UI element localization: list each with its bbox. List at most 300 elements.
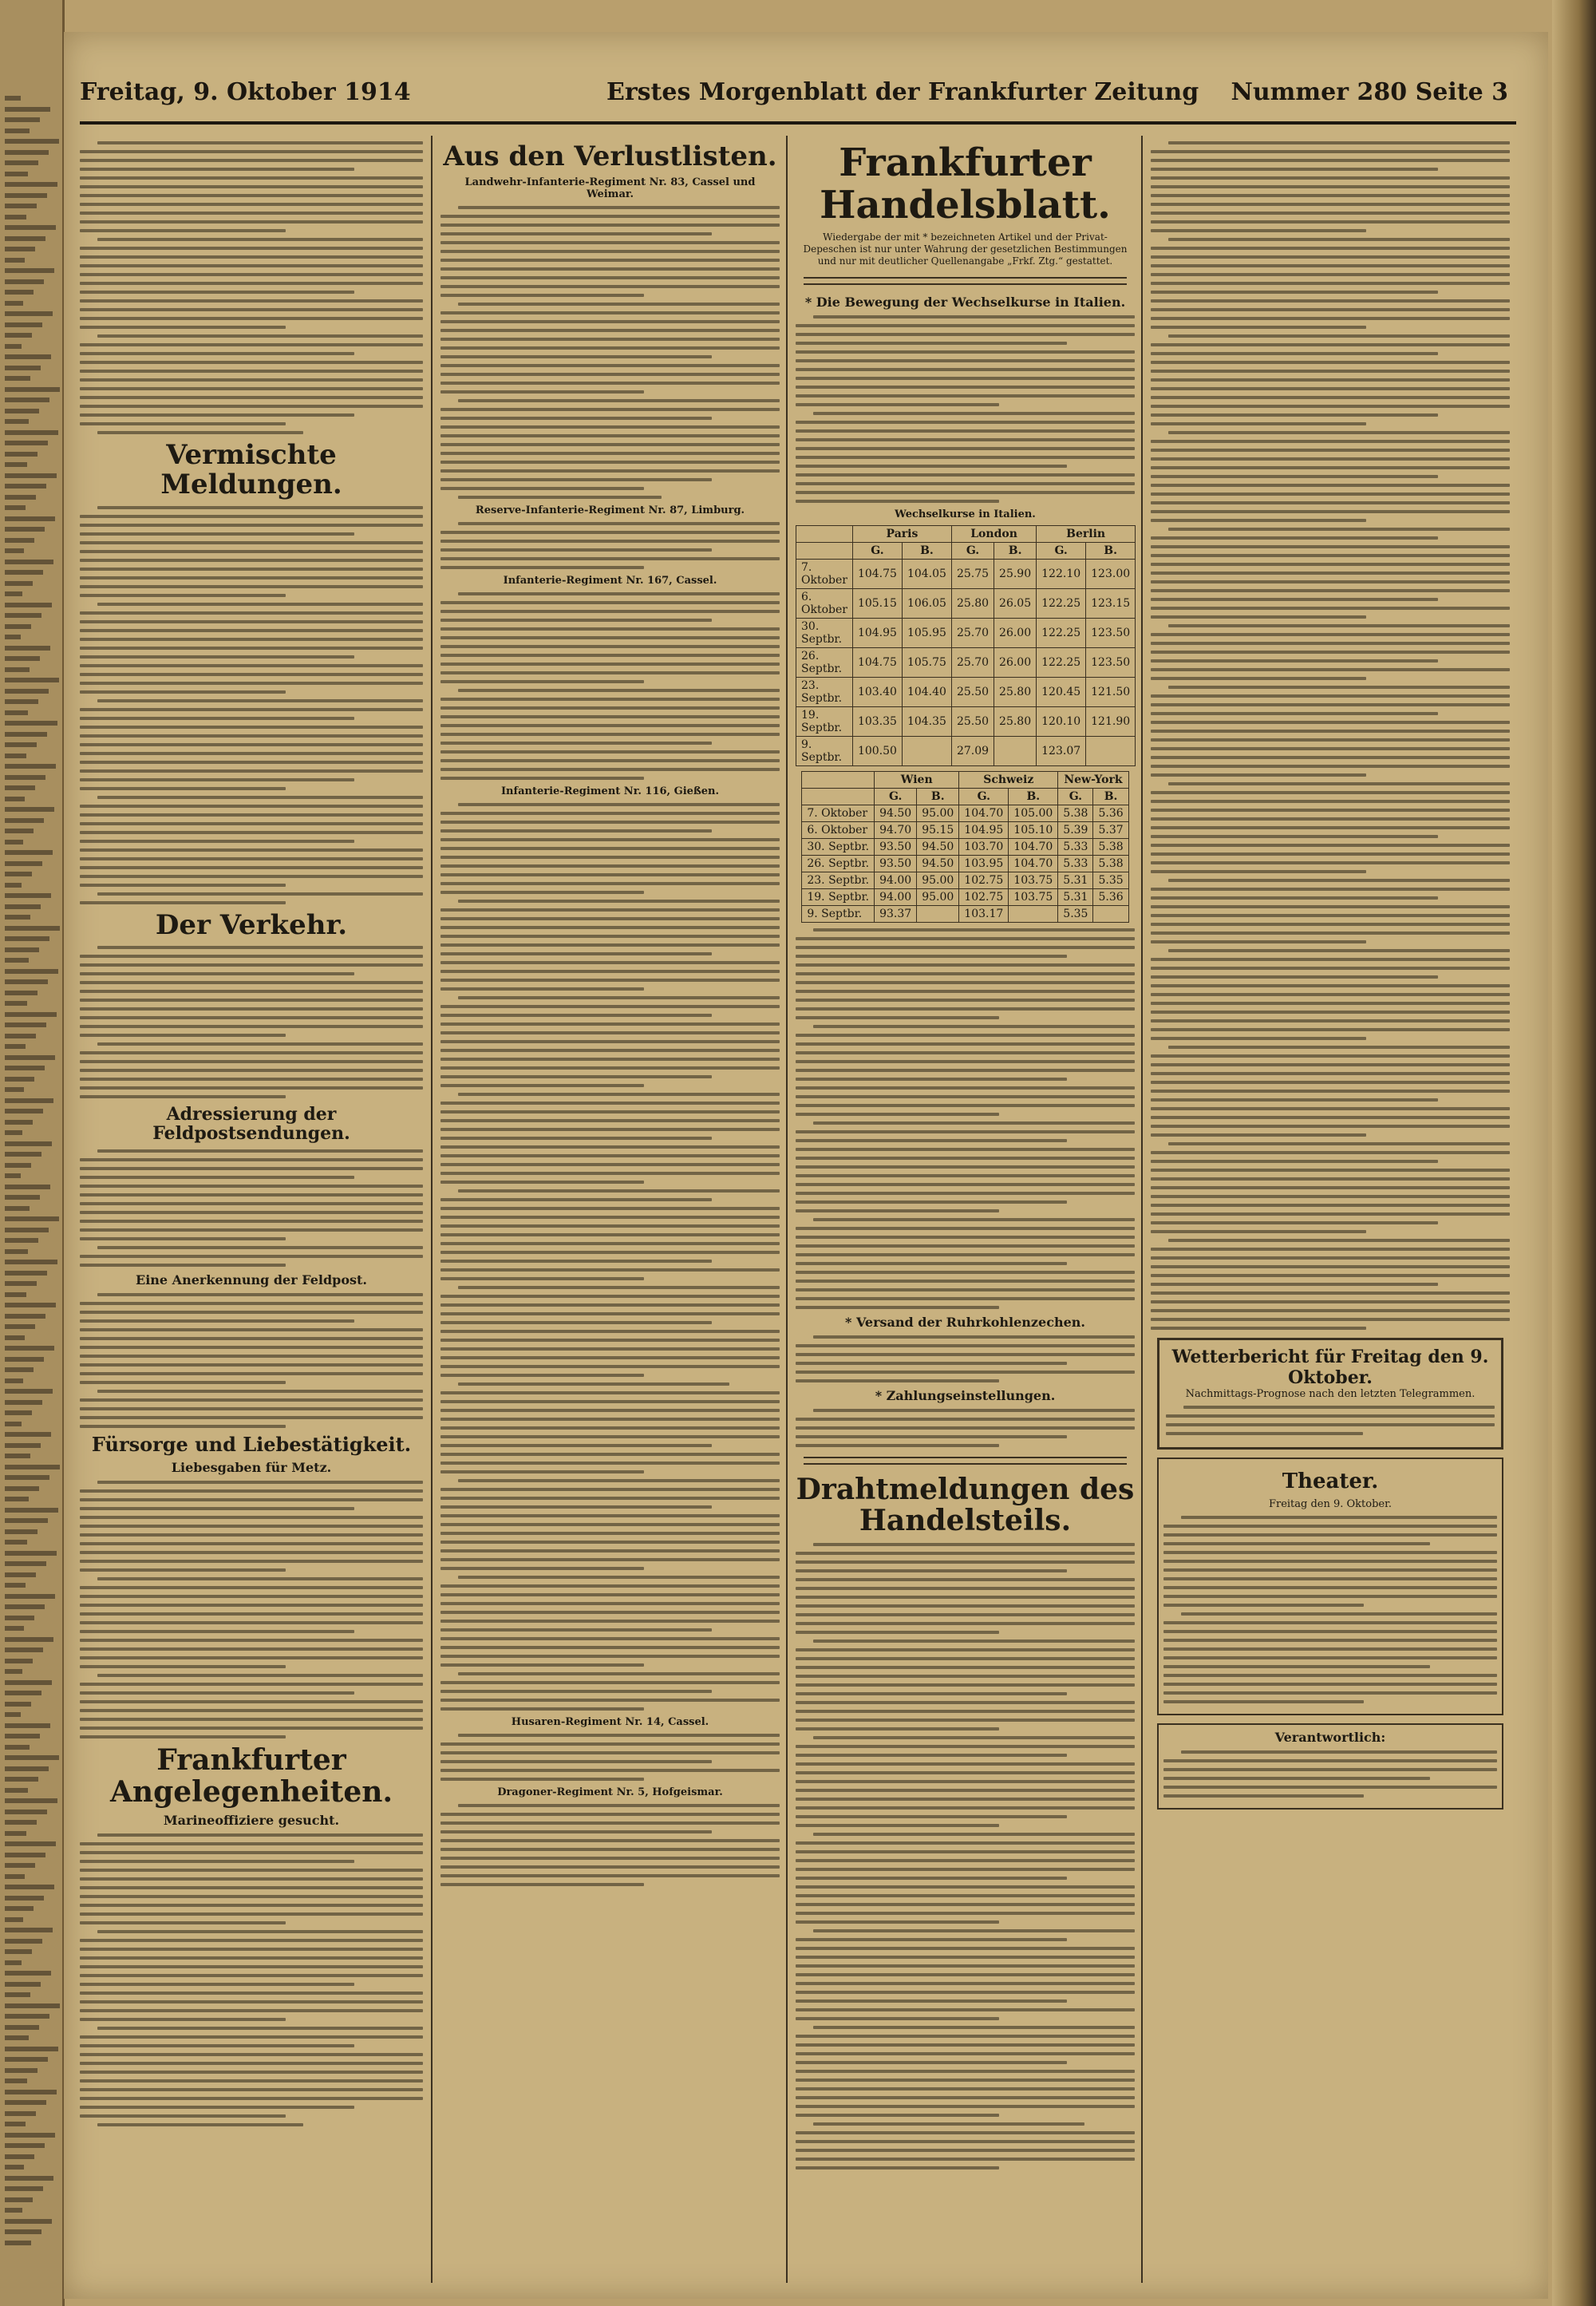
text-line xyxy=(97,892,423,896)
text-line xyxy=(813,1543,1135,1546)
rate-cell xyxy=(1009,905,1058,922)
fragment-text-line xyxy=(5,204,37,208)
text-line xyxy=(458,1286,780,1289)
text-line xyxy=(440,1365,780,1368)
fragment-text-line xyxy=(5,2241,31,2245)
text-line xyxy=(440,434,780,437)
fragment-text-line xyxy=(5,2025,39,2030)
text-line xyxy=(440,417,712,420)
table1-group-berlin: Berlin xyxy=(1037,525,1136,542)
text-line xyxy=(796,377,1135,380)
text-line xyxy=(796,465,1067,468)
text-line xyxy=(440,1058,780,1061)
fragment-text-line xyxy=(5,581,33,586)
fragment-text-line xyxy=(5,1249,28,1254)
text-line xyxy=(796,1435,1067,1438)
text-line xyxy=(1151,466,1510,469)
fragment-text-line xyxy=(5,376,30,381)
text-line xyxy=(440,1242,780,1245)
fragment-text-line xyxy=(5,107,50,112)
text-line xyxy=(440,1409,780,1412)
text-line xyxy=(1151,642,1510,645)
col3-text-block-2 xyxy=(796,928,1135,1309)
text-line xyxy=(1168,1239,1510,1242)
text-line xyxy=(440,654,780,657)
text-line xyxy=(440,750,780,754)
text-line xyxy=(440,1690,712,1693)
subhead-landwehr-83: Landwehr-Infanterie-Regiment Nr. 83, Cassel und Weimar. xyxy=(464,176,756,201)
text-line xyxy=(1151,1230,1366,1233)
text-line xyxy=(796,1885,1135,1889)
page-header xyxy=(80,70,1516,126)
text-line xyxy=(440,1470,644,1473)
text-line xyxy=(440,917,780,920)
text-line xyxy=(80,1319,354,1323)
text-line xyxy=(80,1877,423,1881)
text-line xyxy=(80,1381,286,1384)
text-line xyxy=(80,1542,423,1545)
text-line xyxy=(80,1842,423,1845)
text-line xyxy=(440,636,780,639)
text-line xyxy=(458,303,780,306)
text-line xyxy=(1151,1327,1366,1330)
rate-cell: 102.75 xyxy=(959,872,1009,888)
text-line xyxy=(1151,1019,1510,1022)
text-line xyxy=(97,1149,423,1153)
text-line xyxy=(796,1200,1067,1204)
text-line xyxy=(1151,282,1510,285)
text-line xyxy=(80,857,423,860)
text-line xyxy=(1151,896,1438,900)
text-line xyxy=(80,1237,286,1240)
fragment-text-line xyxy=(5,1992,30,1997)
text-line xyxy=(796,1418,1135,1421)
text-line xyxy=(1151,791,1510,794)
text-line xyxy=(796,1104,1135,1107)
text-line xyxy=(796,1183,1135,1186)
text-line xyxy=(1151,1037,1366,1040)
text-line xyxy=(1163,1560,1497,1563)
rate-cell: 94.50 xyxy=(875,805,917,821)
text-line xyxy=(796,1675,1135,1678)
text-line xyxy=(440,294,644,297)
fragment-text-line xyxy=(5,2133,55,2138)
rate-cell: 105.75 xyxy=(902,647,951,677)
col4-text-block-1 xyxy=(1151,141,1510,680)
fragment-text-line xyxy=(5,419,29,424)
fragment-text-line xyxy=(5,1777,38,1782)
text-line xyxy=(80,778,354,781)
fragment-text-line xyxy=(5,139,59,144)
text-line xyxy=(1151,168,1438,171)
text-line xyxy=(440,1198,712,1201)
text-line xyxy=(1151,1318,1510,1321)
text-line xyxy=(440,390,644,394)
fragment-text-line xyxy=(5,333,32,338)
text-line xyxy=(1151,615,1366,619)
rate-cell: 5.38 xyxy=(1058,805,1093,821)
row-date: 9. Septbr. xyxy=(796,736,853,765)
text-line xyxy=(796,1362,1067,1365)
text-line xyxy=(80,1060,423,1063)
text-line xyxy=(80,387,423,390)
text-line xyxy=(80,2079,423,2083)
text-line xyxy=(80,761,423,764)
text-line xyxy=(80,532,354,536)
fragment-text-line xyxy=(5,1216,59,1221)
text-line xyxy=(80,1860,354,1863)
rate-cell: 104.75 xyxy=(852,559,902,588)
col1-text-block-3 xyxy=(80,946,423,1098)
row-date: 9. Septbr. xyxy=(802,905,875,922)
fragment-text-line xyxy=(5,311,53,316)
text-line xyxy=(1151,747,1510,750)
fragment-text-line xyxy=(5,516,55,521)
text-line xyxy=(796,1344,1135,1347)
text-line xyxy=(796,1894,1135,1897)
text-line xyxy=(440,864,780,868)
text-line xyxy=(796,1780,1135,1783)
rate-cell: 25.70 xyxy=(951,647,994,677)
text-line xyxy=(80,1992,423,1995)
rate-cell: 95.15 xyxy=(917,821,959,838)
text-line xyxy=(796,1306,999,1309)
text-line xyxy=(80,1612,423,1616)
text-line xyxy=(813,1335,1135,1339)
col4-text-block-2 xyxy=(1151,949,1510,1330)
fragment-text-line xyxy=(5,1400,42,1405)
text-line xyxy=(440,926,780,929)
text-line xyxy=(796,1569,1067,1572)
text-line xyxy=(1163,1595,1497,1598)
fragment-text-line xyxy=(5,1659,33,1663)
text-line xyxy=(1151,1151,1510,1154)
text-line xyxy=(440,908,780,912)
rate-cell: 103.95 xyxy=(959,855,1009,872)
text-line xyxy=(796,1683,1135,1687)
text-line xyxy=(80,848,423,852)
fragment-text-line xyxy=(5,1896,44,1901)
text-line xyxy=(440,1699,780,1702)
row-date: 6. Oktober xyxy=(796,588,853,618)
text-line xyxy=(796,1069,1135,1072)
fragment-text-line xyxy=(5,1939,42,1944)
subhead-liebesgaben-metz: Liebesgaben für Metz. xyxy=(171,1459,332,1475)
rate-cell: 123.15 xyxy=(1086,588,1136,618)
fragment-text-line xyxy=(5,1141,52,1146)
text-line xyxy=(440,1505,712,1509)
text-line xyxy=(80,541,423,544)
text-line xyxy=(1151,1072,1510,1075)
text-line xyxy=(1151,1274,1510,1277)
text-line xyxy=(1151,1011,1510,1014)
fragment-text-line xyxy=(5,1971,51,1976)
text-line xyxy=(458,689,780,692)
rate-cell: 27.09 xyxy=(951,736,994,765)
text-line xyxy=(97,603,423,606)
rate-cell: 104.35 xyxy=(902,706,951,736)
fragment-text-line xyxy=(5,678,59,682)
text-line xyxy=(1151,1054,1510,1058)
rate-cell: 5.38 xyxy=(1093,838,1128,855)
text-line xyxy=(796,1991,1135,1994)
text-line xyxy=(80,1193,423,1197)
text-line xyxy=(1151,1204,1510,1207)
text-line xyxy=(440,856,780,859)
text-line xyxy=(1151,721,1510,724)
text-line xyxy=(796,1789,1135,1792)
fragment-text-line xyxy=(5,430,58,435)
text-line xyxy=(80,2106,354,2109)
text-line xyxy=(796,2096,1135,2099)
rate-cell: 5.35 xyxy=(1058,905,1093,922)
text-line xyxy=(1151,1300,1510,1303)
text-line xyxy=(80,620,423,623)
text-line xyxy=(1151,291,1438,294)
text-line xyxy=(440,1391,780,1394)
text-line xyxy=(1168,879,1510,882)
text-line xyxy=(80,1176,354,1179)
rate-cell: 25.80 xyxy=(994,677,1037,706)
text-line xyxy=(796,1016,999,1019)
fragment-text-line xyxy=(5,1465,60,1469)
table2-date-header xyxy=(802,788,875,805)
rate-cell: 122.10 xyxy=(1037,559,1086,588)
text-line xyxy=(440,1558,780,1561)
text-line xyxy=(1163,1768,1497,1771)
fragment-text-line xyxy=(5,1422,22,1426)
header-masthead: Erstes Morgenblatt der Frankfurter Zeitung xyxy=(606,78,1199,106)
rate-cell: 103.17 xyxy=(959,905,1009,922)
rate-cell: 104.70 xyxy=(959,805,1009,821)
text-line xyxy=(80,1727,423,1730)
fragment-text-line xyxy=(5,1001,27,1006)
text-line xyxy=(80,378,423,382)
text-line xyxy=(80,1691,354,1695)
text-line xyxy=(440,1075,712,1078)
text-line xyxy=(440,346,780,350)
text-line xyxy=(1151,396,1510,399)
text-line xyxy=(796,1371,1135,1374)
text-line xyxy=(80,611,423,615)
text-line xyxy=(796,500,999,503)
text-line xyxy=(1151,861,1510,864)
text-line xyxy=(80,655,354,659)
table-row xyxy=(796,736,1136,765)
fragment-text-line xyxy=(5,538,34,543)
text-line xyxy=(80,1185,423,1188)
text-line xyxy=(813,1025,1135,1028)
rate-cell: 25.50 xyxy=(951,677,994,706)
text-line xyxy=(80,568,423,571)
text-line xyxy=(440,671,780,674)
text-line xyxy=(440,1128,780,1131)
fragment-text-line xyxy=(5,344,22,349)
fragment-text-line xyxy=(5,1228,49,1232)
text-line xyxy=(796,1095,1135,1098)
text-line xyxy=(440,1137,712,1140)
theater-box xyxy=(1157,1458,1503,1715)
text-line xyxy=(458,1479,780,1482)
fragment-text-line xyxy=(5,2229,41,2234)
text-line xyxy=(80,1568,286,1572)
fragment-text-line xyxy=(5,1572,36,1577)
text-line xyxy=(80,1965,423,1968)
rate-cell: 25.75 xyxy=(951,559,994,588)
text-line xyxy=(440,1778,644,1781)
text-line xyxy=(796,1165,1135,1169)
fragment-text-line xyxy=(5,1432,51,1437)
theater-date: Freitag den 9. Oktober. xyxy=(1268,1497,1393,1510)
text-line xyxy=(1151,492,1510,496)
fragment-text-line xyxy=(5,2003,60,2008)
text-line xyxy=(440,338,780,341)
text-line xyxy=(1151,975,1438,979)
subhead-wechselkurse-italien: * Die Bewegung der Wechselkurse in Italien. xyxy=(804,294,1126,310)
rate-cell: 93.50 xyxy=(875,838,917,855)
text-line xyxy=(440,487,644,490)
text-line xyxy=(796,1444,999,1447)
text-line xyxy=(1168,141,1510,144)
text-line xyxy=(1151,905,1510,908)
text-line xyxy=(796,447,1135,450)
rate-cell: 123.50 xyxy=(1086,618,1136,647)
rate-cell: 93.50 xyxy=(875,855,917,872)
text-line xyxy=(440,1769,780,1772)
fragment-text-line xyxy=(5,1734,40,1738)
fragment-text-line xyxy=(5,117,40,122)
text-line xyxy=(440,250,780,253)
text-line xyxy=(80,361,423,364)
text-line xyxy=(1163,1665,1430,1668)
fragment-text-line xyxy=(5,1669,22,1674)
col1-text-block-1 xyxy=(80,141,423,434)
text-line xyxy=(1151,835,1438,838)
text-line xyxy=(1151,255,1510,259)
text-line xyxy=(80,1700,423,1703)
text-line xyxy=(796,2008,1135,2011)
text-line xyxy=(1151,1309,1510,1312)
text-line xyxy=(440,1356,780,1359)
text-line xyxy=(796,1868,1135,1871)
text-line xyxy=(813,1409,1135,1412)
text-line xyxy=(80,524,423,527)
text-line xyxy=(440,1541,780,1544)
fragment-text-line xyxy=(5,624,31,629)
rate-cell: 100.50 xyxy=(852,736,902,765)
fragment-text-line xyxy=(5,1410,32,1415)
text-line xyxy=(1151,651,1510,654)
rate-cell: 5.37 xyxy=(1093,821,1128,838)
text-line xyxy=(440,733,780,736)
text-line xyxy=(440,1330,780,1333)
text-line xyxy=(1168,334,1510,338)
table2-group-schweiz: Schweiz xyxy=(959,771,1058,788)
fragment-text-line xyxy=(5,1335,25,1340)
row-date: 30. Septbr. xyxy=(796,618,853,647)
fragment-text-line xyxy=(5,1087,24,1092)
fragment-text-line xyxy=(5,775,45,780)
text-line xyxy=(813,2122,1084,2126)
text-line xyxy=(1151,387,1510,390)
text-line xyxy=(1168,949,1510,952)
text-line xyxy=(80,515,423,518)
text-line xyxy=(440,1049,780,1052)
text-line xyxy=(1151,519,1366,522)
text-line xyxy=(1151,677,1366,680)
text-line xyxy=(97,1930,423,1933)
fragment-text-line xyxy=(5,1551,57,1556)
fragment-text-line xyxy=(5,2154,34,2159)
rate-cell: 5.35 xyxy=(1093,872,1128,888)
text-line xyxy=(97,1042,423,1046)
col2-text-block-2 xyxy=(440,522,780,569)
text-line xyxy=(1151,756,1510,759)
rate-cell: 26.00 xyxy=(994,618,1037,647)
table1-col-3: B. xyxy=(994,542,1037,559)
text-line xyxy=(440,1707,644,1711)
text-line xyxy=(80,831,423,834)
text-line xyxy=(440,1224,780,1228)
text-line xyxy=(1151,607,1510,610)
rate-cell xyxy=(917,905,959,922)
text-line xyxy=(440,364,780,367)
row-date: 19. Septbr. xyxy=(796,706,853,736)
text-line xyxy=(440,1022,780,1026)
fragment-text-line xyxy=(5,1346,54,1351)
text-line xyxy=(97,1293,423,1296)
rate-cell: 104.95 xyxy=(852,618,902,647)
text-line xyxy=(1163,1586,1497,1589)
text-line xyxy=(813,1121,1135,1125)
row-date: 26. Septbr. xyxy=(802,855,875,872)
text-line xyxy=(1151,370,1510,373)
text-line xyxy=(80,1525,423,1528)
text-line xyxy=(813,1218,1135,1221)
heading-verkehr: Der Verkehr. xyxy=(155,908,348,941)
text-line xyxy=(1151,1160,1438,1163)
text-line xyxy=(440,698,780,701)
text-line xyxy=(1151,159,1510,162)
text-line xyxy=(440,891,644,894)
text-line xyxy=(1151,1248,1510,1251)
text-line xyxy=(1151,589,1510,592)
fragment-text-line xyxy=(5,236,45,241)
text-line xyxy=(80,1586,423,1589)
text-line xyxy=(440,1216,780,1219)
text-line xyxy=(440,1848,780,1851)
text-line xyxy=(796,1034,1135,1037)
text-line xyxy=(80,963,423,967)
fragment-text-line xyxy=(5,764,56,769)
row-date: 7. Oktober xyxy=(802,805,875,821)
fragment-text-line xyxy=(5,1810,47,1814)
fragment-text-line xyxy=(5,1841,56,1846)
text-line xyxy=(97,699,423,702)
rate-cell: 5.31 xyxy=(1058,872,1093,888)
text-line xyxy=(80,594,286,597)
text-line xyxy=(80,247,423,250)
rate-cell: 105.95 xyxy=(902,618,951,647)
rate-cell: 26.00 xyxy=(994,647,1037,677)
text-line xyxy=(440,979,780,982)
text-line xyxy=(80,1921,286,1924)
text-line xyxy=(1151,888,1510,891)
text-line xyxy=(80,1034,286,1037)
text-line xyxy=(1151,1107,1510,1110)
text-line xyxy=(796,1578,1135,1581)
rate-cell: 5.33 xyxy=(1058,838,1093,855)
